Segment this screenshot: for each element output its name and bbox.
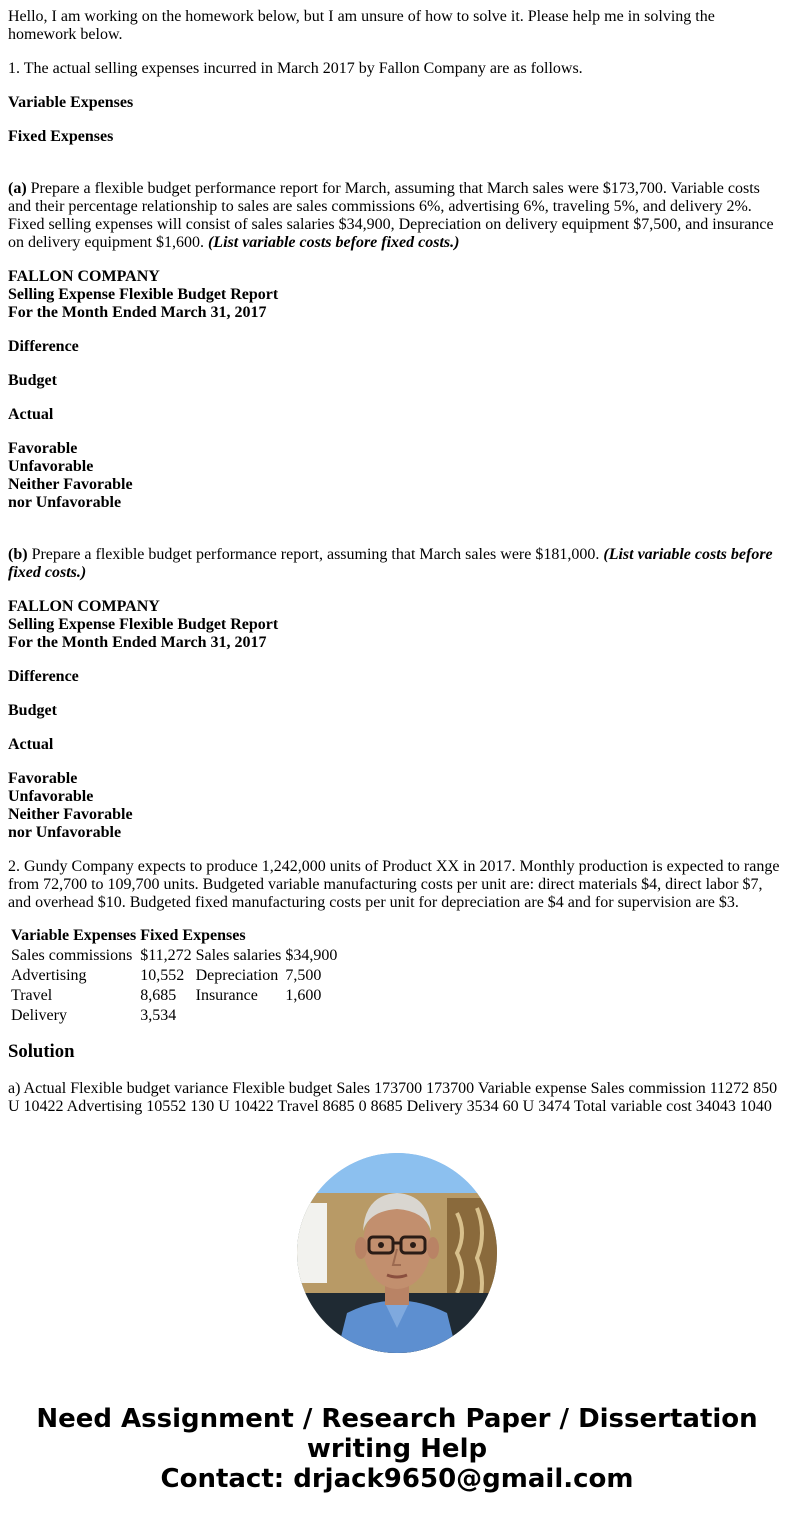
- table-cell: Sales salaries: [195, 947, 282, 964]
- table-cell: $34,900: [285, 947, 338, 964]
- report-period: For the Month Ended March 31, 2017: [8, 304, 267, 321]
- part-b-prompt: [8, 546, 786, 582]
- table-row: [10, 1007, 338, 1025]
- header-variable-expenses: Variable Expenses: [11, 927, 137, 944]
- table-cell: 8,685: [140, 987, 177, 1004]
- table-cell: Advertising: [11, 967, 87, 984]
- tutor-photo: [297, 1153, 497, 1353]
- promo-line-1: Need Assignment / Research Paper / Dissertation: [36, 1404, 758, 1434]
- part-b-text: Prepare a flexible budget performance report, assuming that March sales were $181,000.: [27, 546, 604, 563]
- solution-heading: Solution: [8, 1041, 75, 1062]
- table-cell: 10,552: [140, 967, 185, 984]
- favorable-option: Favorable: [8, 770, 78, 787]
- table-row: [10, 947, 338, 965]
- neither-option-line2: nor Unfavorable: [8, 824, 122, 841]
- variance-options: [8, 770, 786, 842]
- table-row: [10, 987, 338, 1005]
- part-b-note: (List variable costs before fixed costs.): [8, 546, 773, 581]
- table-row: [10, 967, 338, 985]
- part-a-text: Prepare a flexible budget performance report for March, assuming that March sales were $173,700. Variable costs and their percentage relationship to sales are sales commissions 6%, advertising 6%, traveling 5%, and delivery 2%. Fixed selling expenses will consist of sales salaries $34,900, Depreciation on delivery equipment $7,500, and insurance on delivery equipment $1,600.: [8, 180, 774, 251]
- actual-label: Actual: [8, 406, 54, 423]
- table-cell: 1,600: [285, 987, 322, 1004]
- solution-text: a) Actual Flexible budget variance Flexible budget Sales 173700 173700 Variable expense Sales commission 11272 850 U 10422 Advertising 10552 130 U 10422 Travel 8685 0 8685 Delivery 3534 60 U 3474 Total variable cost 34043 1040: [8, 1080, 778, 1115]
- promo-line-2: writing Help: [306, 1434, 488, 1464]
- q1-text: 1. The actual selling expenses incurred in March 2017 by Fallon Company are as follows.: [8, 60, 583, 77]
- expense-table: [8, 925, 340, 1027]
- report-title: Selling Expense Flexible Budget Report: [8, 286, 279, 303]
- variable-expenses-heading: Variable Expenses: [8, 94, 134, 111]
- report-a-header: [8, 268, 786, 322]
- intro-text: Hello, I am working on the homework below, but I am unsure of how to solve it. Please help me in solving the homework below.: [8, 8, 715, 43]
- budget-label: Budget: [8, 702, 57, 719]
- report-b-header: [8, 598, 786, 652]
- report-period: For the Month Ended March 31, 2017: [8, 634, 267, 651]
- budget-label: Budget: [8, 372, 57, 389]
- table-cell: [195, 1007, 283, 1025]
- table-cell: [284, 1007, 338, 1025]
- table-cell: Insurance: [195, 987, 258, 1004]
- neither-option-line2: nor Unfavorable: [8, 494, 122, 511]
- q2-text: 2. Gundy Company expects to produce 1,242,000 units of Product XX in 2017. Monthly production is expected to range from 72,700 to 109,700 units. Budgeted variable manufacturing costs per unit are: direct materials $4, direct labor $7, and overhead $10. Budgeted fixed manufacturing costs per unit for depreciation are $4 and for supervision are $3.: [8, 858, 780, 911]
- promo-contact: Contact: drjack9650@gmail.com: [160, 1464, 634, 1494]
- table-cell: 7,500: [285, 967, 322, 984]
- company-name: FALLON COMPANY: [8, 268, 160, 285]
- actual-label: Actual: [8, 736, 54, 753]
- unfavorable-option: Unfavorable: [8, 458, 94, 475]
- difference-label: Difference: [8, 668, 79, 685]
- neither-option-line1: Neither Favorable: [8, 806, 133, 823]
- table-cell: Sales commissions: [11, 947, 133, 964]
- tutor-photo-illustration: [297, 1153, 497, 1353]
- part-a-label: (a): [8, 180, 27, 197]
- company-name: FALLON COMPANY: [8, 598, 160, 615]
- part-a-prompt: [8, 180, 786, 252]
- variance-options: [8, 440, 786, 512]
- report-title: Selling Expense Flexible Budget Report: [8, 616, 279, 633]
- neither-option-line1: Neither Favorable: [8, 476, 133, 493]
- part-a-note: (List variable costs before fixed costs.): [207, 234, 460, 251]
- header-fixed-expenses: Fixed Expenses: [140, 927, 246, 944]
- part-b-label: (b): [8, 546, 28, 563]
- fixed-expenses-heading: Fixed Expenses: [8, 128, 114, 145]
- table-cell: 3,534: [140, 1007, 177, 1024]
- favorable-option: Favorable: [8, 440, 78, 457]
- table-header-row: [10, 927, 338, 945]
- table-cell: Delivery: [11, 1007, 67, 1024]
- table-cell: $11,272: [140, 947, 192, 964]
- table-cell: Travel: [11, 987, 53, 1004]
- table-cell: Depreciation: [195, 967, 279, 984]
- document-body: [8, 8, 786, 1116]
- promo-banner: [0, 1404, 794, 1494]
- difference-label: Difference: [8, 338, 79, 355]
- unfavorable-option: Unfavorable: [8, 788, 94, 805]
